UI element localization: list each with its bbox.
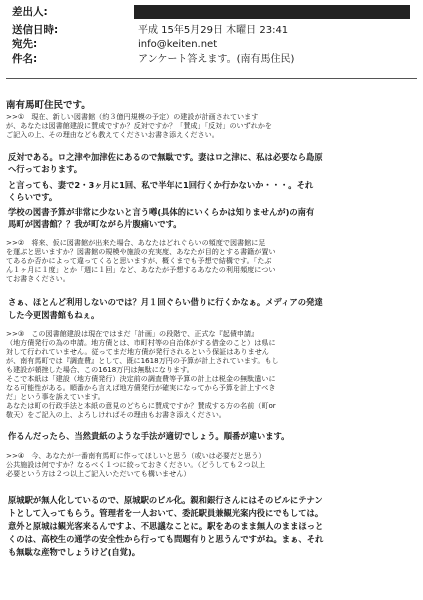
question-line: も建設が頓挫した場合、この1618万円は無駄になります。: [6, 365, 194, 374]
answer-line: 原城駅が無人化しているので、原城駅のビル化。親和銀行さんにはそのビルにテナン: [8, 495, 323, 505]
subject-label: 件名:: [12, 53, 38, 65]
sent-label: 送信日時:: [12, 24, 59, 36]
answer-line: さぁ、ほとんど利用しないのでは？月１回ぐらい借りに行くかなぁ。メディアの発達: [8, 297, 323, 307]
question-line: >>① 現在、新しい図書館（約３億円規模の予定）の建設が計画されています: [6, 112, 259, 121]
question-line: >>③ この図書館建設は現在ではまだ「計画」の段階で、正式な『起債申請』: [6, 329, 259, 338]
question-line: てお書きください。: [6, 274, 70, 283]
question-line: を運ぶと思いますか？図書館の規模や施設の充実度、あなたが目的とする書籍が置い: [6, 247, 276, 256]
question-line: >>④ 今、あなたが一番南有馬町に作ってほしいと思う（或いは必要だと思う）: [6, 451, 266, 460]
sent-value: 平成 15年5月29日 木曜日 23:41: [138, 25, 289, 36]
answer-line: 学校の図書予算が非常に少ないと言う噂(具体的にいくらかは知りませんが)の南有: [8, 207, 315, 217]
question-line: >>② 将来、仮に図書館が出来た場合、あなたはどれぐらいの頻度で図書館に足: [6, 238, 266, 247]
answer-line: 意外と原城は観光客来るんですよ、不思議なことに。駅をあのまま無人のままほっと: [8, 521, 324, 531]
answer-line: 馬町が図書館？？我が町ながら片腹痛いです。: [8, 219, 182, 229]
answer-line: くらいです。: [8, 192, 58, 202]
question-line: 必要という方は２つ以上ご記入いただいても構いません）: [6, 469, 191, 478]
question-line: そこで本紙は「建設（地方債発行）決定前の調査費等予算の計上は税金の無駄遣いに: [6, 374, 276, 383]
answer-line: へ行っております。: [8, 164, 83, 174]
question-line: なる可能性がある。順番から言えば地方債発行が確実になってから予算を計上すべき: [6, 383, 276, 392]
question-line: だ」という事を訴えています。: [6, 392, 105, 401]
to-value: info@keiten.net: [138, 39, 218, 50]
header-divider: [6, 78, 417, 79]
question-line: 公共施設は何ですか？なるべく１つに絞っておきください。（どうしても２つ以上: [6, 460, 265, 469]
question-line: 対して行われていません。従ってまだ地方債が発行されるという保証はありません: [6, 347, 269, 356]
answer-line: 作るんだったら、当然貴紙のような手法が適切でしょう。順番が違います。: [8, 431, 290, 441]
to-label: 宛先:: [12, 38, 38, 50]
question-line: 敬天）をご記入の上、よろしければその理由もお書き添えください。: [6, 410, 226, 419]
answer-line: くのは、高校生の通学の安全性から行っても問題有りと思うんですがね。まぁ、それ: [8, 534, 324, 544]
answer-line: トとして入ってもらう。管理者を一人おいて、委託駅員兼観光案内役にでもしては。: [8, 508, 324, 518]
question-line: ご記入の上、その理由なども教えてくださいお書き添えください。: [6, 130, 219, 139]
question-line: あなたは町の行政手法と本紙の意見のどちらに賛成ですか？賛成する方の名前（町or: [6, 401, 276, 410]
question-line: が、南有馬町では『調査費』として、既に1618万円の予算が計上されています。もし: [6, 356, 279, 365]
sender-redaction: [134, 5, 410, 19]
question-line: てあるか否かによって違ってくると思いますが、概くまでも予想で結構です。「たぶ: [6, 256, 272, 265]
answer-line: 反対である。ロ之津や加津佐にあるので無駄です。妻はロ之津に、私は必要なら島原: [8, 152, 323, 162]
answer-line: と言っても、妻で2・3ヶ月に1回、私で半年に1回行くか行かないか・・・。それ: [8, 180, 314, 190]
subject-value: アンケート答えます。(南有馬住民): [138, 54, 295, 65]
answer-line: した今更図書館もねぇ。: [8, 310, 100, 320]
from-label: 差出人:: [12, 6, 48, 18]
question-line: が、あなたは図書館建設に賛成ですか？反対ですか？「賛成」「反対」のいずれかを: [6, 121, 273, 130]
question-line: ん１ヶ月に１度」とか「週に１回」など、あなたが予想するあなたの利用頻度につい: [6, 265, 276, 274]
question-line: （地方債発行の為の申請。地方債とは、市町村等の自治体がする借金のこと）は県に: [6, 338, 276, 347]
answer-line: も無駄な産物でしょうけど(自覚)。: [8, 547, 141, 557]
greeting: 南有馬町住民です。: [6, 100, 91, 111]
